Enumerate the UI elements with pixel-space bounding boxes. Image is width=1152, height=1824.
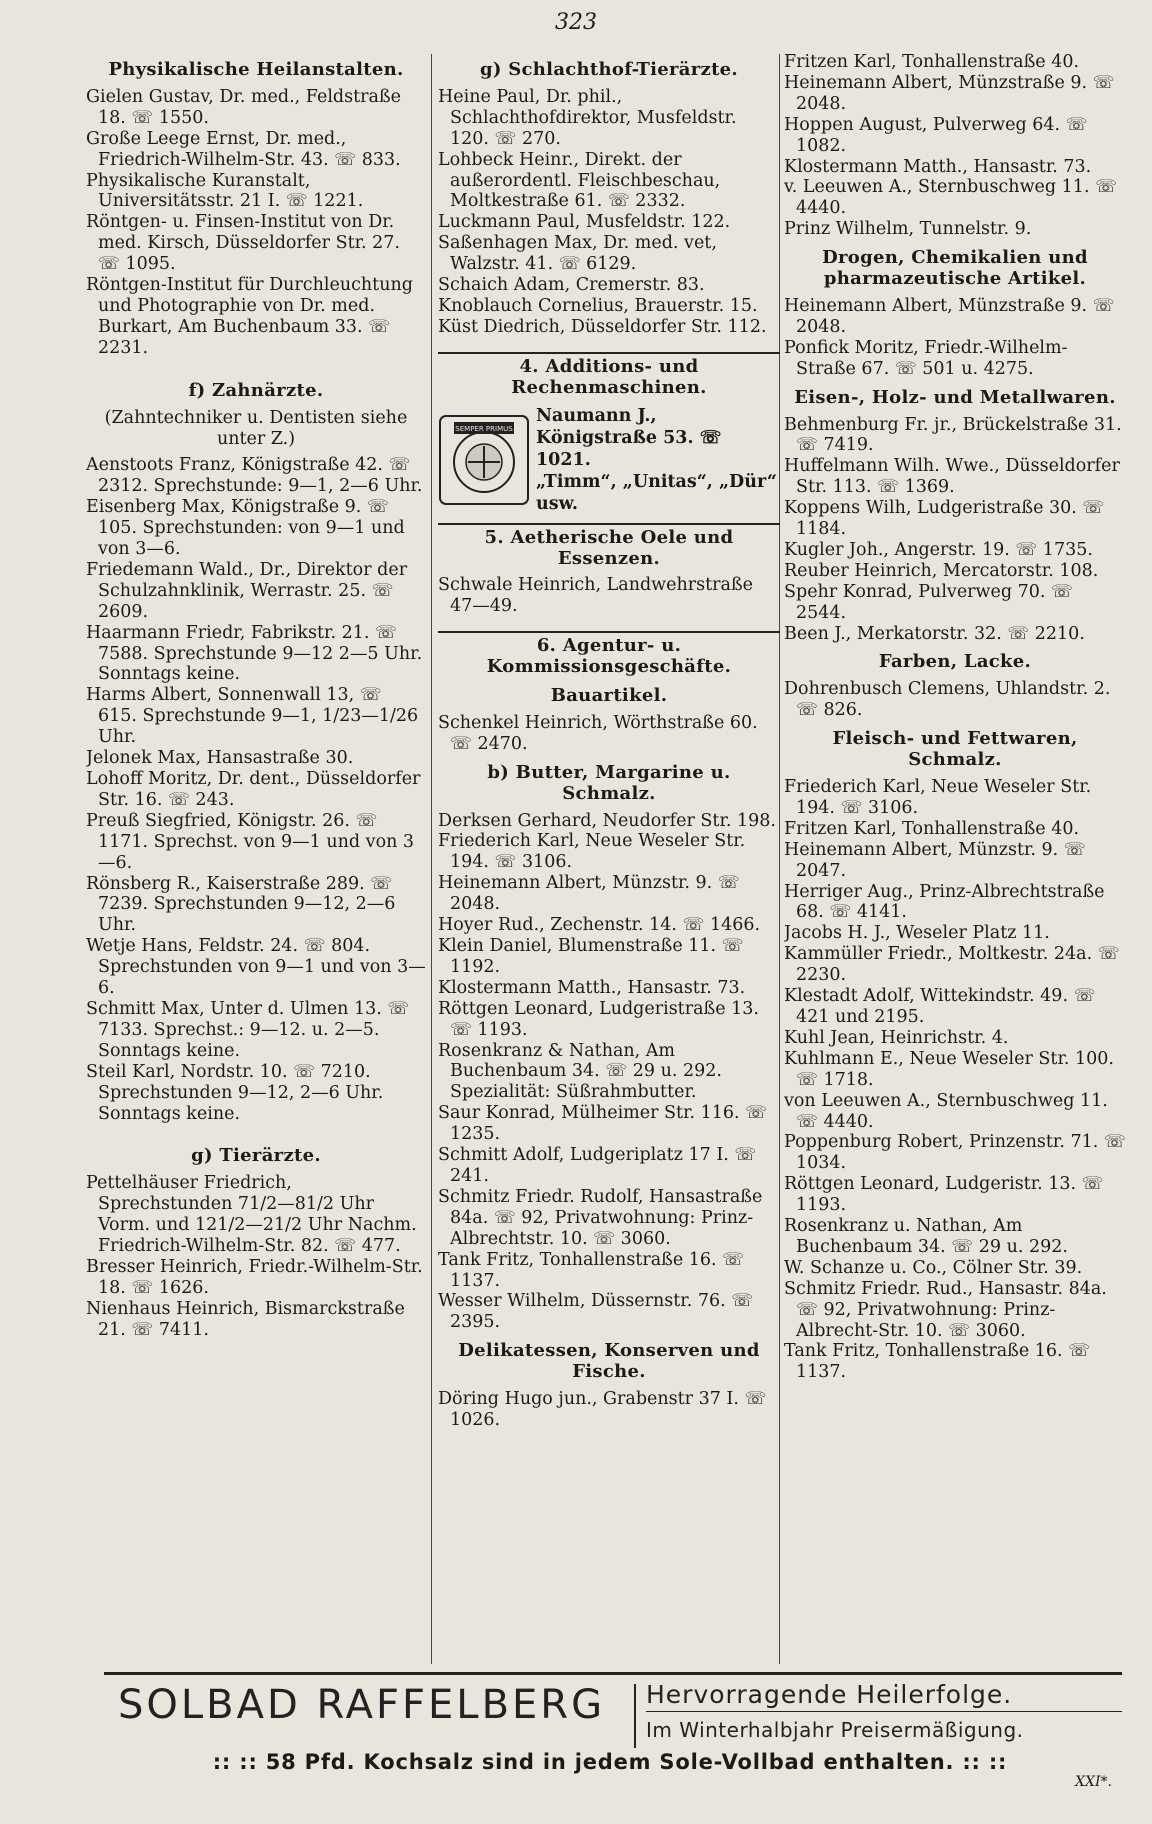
directory-entry: von Leeuwen A., Sternbuschweg 11. ☏ 4440.	[784, 1090, 1108, 1132]
directory-entry: Große Leege Ernst, Dr. med., Friedrich-Wilhelm-Str. 43. ☏ 833.	[86, 128, 401, 170]
directory-entry: Dohrenbusch Clemens, Uhlandstr. 2. ☏ 826.	[784, 679, 1111, 721]
directory-entry: Friederich Karl, Neue Weseler Str. 194. ☏ 3106.	[438, 831, 746, 873]
directory-entry: Röttgen Leonard, Ludgeristr. 13. ☏ 1193.	[784, 1174, 1104, 1216]
directory-entry: Fritzen Karl, Tonhallenstraße 40.	[784, 818, 1080, 839]
directory-entry: Poppenburg Robert, Prinzenstr. 71. ☏ 1034.	[784, 1132, 1126, 1174]
directory-entry: Preuß Siegfried, Königstr. 26. ☏ 1171. Sprechst. von 9—1 und von 3—6.	[86, 810, 415, 873]
advertisement-naumann	[438, 405, 780, 515]
directory-entry: Friederich Karl, Neue Weseler Str. 194. ☏ 3106.	[784, 777, 1092, 818]
section-heading: g) Schlachthof-Tierärzte.	[479, 59, 739, 80]
directory-entry: Klostermann Matth., Hansastr. 73.	[784, 156, 1092, 177]
section-heading: Physikalische Heilanstalten.	[108, 59, 404, 80]
directory-entry: Heinemann Albert, Münzstraße 9. ☏ 2048.	[784, 295, 1115, 337]
directory-entry: Ponfick Moritz, Friedr.-Wilhelm-Straße 67. ☏ 501 u. 4275.	[784, 337, 1068, 379]
entry-list	[86, 455, 426, 1124]
footer-divider	[104, 1672, 1122, 1675]
entry-list	[438, 575, 780, 617]
directory-entry: Klostermann Matth., Hansastr. 73.	[438, 977, 746, 998]
svg-text:SEMPER PRIMUS: SEMPER PRIMUS	[455, 424, 513, 433]
directory-entry: Steil Karl, Nordstr. 10. ☏ 7210. Sprechstunden 9—12, 2—6 Uhr. Sonntags keine.	[86, 1061, 384, 1124]
directory-entry: W. Schanze u. Co., Cölner Str. 39.	[784, 1257, 1083, 1278]
directory-entry: Rönsberg R., Kaiserstraße 289. ☏ 7239. Sprechstunden 9—12, 2—6 Uhr.	[86, 873, 396, 936]
column-right	[784, 52, 1126, 1664]
directory-entry: Lohoff Moritz, Dr. dent., Düsseldorfer Str. 16. ☏ 243.	[86, 769, 421, 810]
directory-entry: Pettelhäuser Friedrich, Sprechstunden 71/2—81/2 Uhr Vorm. und 121/2—21/2 Uhr Nachm. Friedrich-Wilhelm-Str. 82. ☏ 477.	[86, 1173, 417, 1257]
section-heading: g) Tierärzte.	[191, 1145, 321, 1167]
directory-entry: Physikalische Kuranstalt, Universitätsstr. 21 I. ☏ 1221.	[86, 170, 364, 212]
directory-entry: Tank Fritz, Tonhallenstraße 16. ☏ 1137.	[784, 1341, 1091, 1383]
directory-entry: Harms Albert, Sonnenwall 13, ☏ 615. Sprechstunde 9—1, 1/23—1/26 Uhr.	[86, 685, 419, 748]
column-middle	[438, 52, 780, 1664]
directory-entry: Knoblauch Cornelius, Brauerstr. 15.	[438, 295, 758, 316]
entry-list	[438, 1389, 780, 1431]
section-heading: 4. Additions- und Rechenmaschinen.	[438, 352, 780, 399]
directory-entry: Nienhaus Heinrich, Bismarckstraße 21. ☏ 7411.	[86, 1298, 405, 1340]
directory-entry: Röntgen- u. Finsen-Institut von Dr. med. Kirsch, Düsseldorfer Str. 27. ☏ 1095.	[86, 212, 400, 275]
entry-list	[784, 52, 1126, 240]
directory-entry: Reuber Heinrich, Mercatorstr. 108.	[784, 560, 1099, 581]
directory-entry: Lohbeck Heinr., Direkt. der außerordentl. Fleischbeschau, Moltkestraße 61. ☏ 2332.	[438, 149, 721, 212]
directory-entry: Bresser Heinrich, Friedr.-Wilhelm-Str. 18. ☏ 1626.	[86, 1256, 423, 1298]
entry-list	[86, 1173, 426, 1340]
directory-entry: Herriger Aug., Prinz-Albrechtstraße 68. ☏ 4141.	[784, 881, 1105, 923]
column-divider	[431, 54, 432, 1664]
directory-entry: Fritzen Karl, Tonhallenstraße 40.	[784, 52, 1080, 72]
directory-entry: Prinz Wilhelm, Tunnelstr. 9.	[784, 219, 1032, 240]
directory-entry: Kammüller Friedr., Moltkestr. 24a. ☏ 2230.	[784, 944, 1120, 986]
column-left	[86, 52, 426, 1664]
entry-list	[784, 777, 1126, 1383]
section-heading: Drogen, Chemikalien und pharmazeutische Artikel.	[822, 247, 1088, 290]
directory-entry: Kuhlmann E., Neue Weseler Str. 100. ☏ 1718.	[784, 1048, 1114, 1090]
directory-entry: Behmenburg Fr. jr., Brückelstraße 31. ☏ 7419.	[784, 414, 1122, 456]
directory-entry: Röttgen Leonard, Ludgeristraße 13. ☏ 1193.	[438, 998, 759, 1040]
naumann-logo-icon	[438, 414, 530, 506]
directory-entry: Heinemann Albert, Münzstr. 9. ☏ 2047.	[784, 839, 1086, 881]
entry-list	[438, 713, 780, 755]
directory-entry: Rosenkranz & Nathan, Am Buchenbaum 34. ☏ 29 u. 292. Spezialität: Süßrahmbutter.	[438, 1040, 722, 1103]
directory-entry: Heine Paul, Dr. phil., Schlachthofdirektor, Musfeldstr. 120. ☏ 270.	[438, 86, 737, 149]
directory-entry: Wesser Wilhelm, Düssernstr. 76. ☏ 2395.	[438, 1291, 754, 1333]
directory-entry: Saßenhagen Max, Dr. med. vet, Walzstr. 41. ☏ 6129.	[438, 233, 717, 275]
directory-entry: Gielen Gustav, Dr. med., Feldstraße 18. ☏ 1550.	[86, 86, 401, 128]
entry-list	[784, 415, 1126, 645]
solbad-advertisement	[104, 1676, 1122, 1756]
directory-entry: v. Leeuwen A., Sternbuschweg 11. ☏ 4440.	[784, 177, 1117, 219]
directory-entry: Koppens Wilh, Ludgeristraße 30. ☏ 1184.	[784, 498, 1105, 540]
section-heading: Fleisch- und Fettwaren, Schmalz.	[832, 728, 1078, 771]
solbad-brand: SOLBAD RAFFELBERG	[118, 1682, 606, 1728]
directory-entry: Been J., Merkatorstr. 32. ☏ 2210.	[784, 623, 1085, 644]
section-heading: 6. Agentur- u. Kommissionsgeschäfte.	[438, 631, 780, 678]
section-heading: 5. Aetherische Oele und Essenzen.	[438, 523, 780, 570]
section-heading: Farben, Lacke.	[878, 651, 1032, 673]
directory-entry: Luckmann Paul, Musfeldstr. 122.	[438, 212, 731, 233]
directory-entry: Hoppen August, Pulverweg 64. ☏ 1082.	[784, 114, 1088, 156]
subsection-heading: Delikatessen, Konserven und Fische.	[458, 1340, 760, 1383]
directory-entry: Schenkel Heinrich, Wörthstraße 60. ☏ 2470.	[438, 712, 758, 754]
directory-entry: Heinemann Albert, Münzstr. 9. ☏ 2048.	[438, 873, 740, 915]
directory-entry: Wetje Hans, Feldstr. 24. ☏ 804. Sprechstunden von 9—1 und von 3—6.	[86, 936, 426, 999]
directory-entry: Rosenkranz u. Nathan, Am Buchenbaum 34. ☏ 29 u. 292.	[784, 1216, 1068, 1257]
directory-entry: Küst Diedrich, Düsseldorfer Str. 112.	[438, 316, 767, 337]
directory-entry: Spehr Konrad, Pulverweg 70. ☏ 2544.	[784, 581, 1073, 623]
subsection-heading: Bauartikel.	[550, 685, 668, 707]
directory-entry: Schmitz Friedr. Rudolf, Hansastraße 84a. ☏ 92, Privatwohnung: Prinz-Albrechtstr. 10. ☏ 3060.	[438, 1186, 763, 1249]
directory-entry: Schmitz Friedr. Rud., Hansastr. 84a. ☏ 92, Privatwohnung: Prinz-Albrecht-Str. 10. ☏ 3060.	[784, 1278, 1107, 1341]
section-heading: Eisen-, Holz- und Metallwaren.	[794, 386, 1116, 408]
directory-entry: Heinemann Albert, Münzstraße 9. ☏ 2048.	[784, 72, 1115, 114]
directory-entry: Schmitt Adolf, Ludgeriplatz 17 I. ☏ 241.	[438, 1145, 757, 1186]
footer-offer: Im Winterhalbjahr Preisermäßigung.	[646, 1718, 1024, 1742]
directory-entry: Kuhl Jean, Heinrichstr. 4.	[784, 1027, 1009, 1048]
entry-list	[784, 296, 1126, 380]
directory-entry: Saur Konrad, Mülheimer Str. 116. ☏ 1235.	[438, 1103, 768, 1145]
cross-reference-note: (Zahntechniker u. Dentisten siehe unter Z.)	[104, 407, 408, 449]
directory-entry: Schmitt Max, Unter d. Ulmen 13. ☏ 7133. Sprechst.: 9—12. u. 2—5. Sonntags keine.	[86, 998, 410, 1061]
directory-entry: Schaich Adam, Cremerstr. 83.	[438, 275, 705, 296]
section-heading: f) Zahnärzte.	[188, 379, 324, 401]
directory-entry: Hoyer Rud., Zechenstr. 14. ☏ 1466.	[438, 915, 761, 936]
directory-entry: Jacobs H. J., Weseler Platz 11.	[784, 923, 1050, 944]
subsection-heading: b) Butter, Margarine u. Schmalz.	[487, 761, 731, 804]
directory-entry: Tank Fritz, Tonhallenstraße 16. ☏ 1137.	[438, 1249, 745, 1291]
signature-mark: XXI*.	[1075, 1774, 1112, 1790]
directory-entry: Aenstoots Franz, Königstraße 42. ☏ 2312. Sprechstunde: 9—1, 2—6 Uhr.	[86, 455, 423, 497]
footer-note: :: :: 58 Pfd. Kochsalz sind in jedem Sole-Vollbad enthalten. :: ::	[212, 1750, 1008, 1774]
entry-list	[438, 811, 780, 1334]
footer-tagline: Hervorragende Heilerfolge.	[646, 1680, 1122, 1712]
entry-list	[438, 87, 780, 338]
page-number: 323	[555, 10, 597, 35]
directory-entry: Huffelmann Wilh. Wwe., Düsseldorfer Str. 113. ☏ 1369.	[784, 456, 1120, 498]
directory-entry: Haarmann Friedr, Fabrikstr. 21. ☏ 7588. Sprechstunde 9—12 2—5 Uhr. Sonntags keine.	[86, 622, 423, 685]
entry-list	[86, 87, 426, 359]
directory-entry: Klestadt Adolf, Wittekindstr. 49. ☏ 421 und 2195.	[784, 986, 1096, 1027]
directory-entry: Klein Daniel, Blumenstraße 11. ☏ 1192.	[438, 936, 744, 977]
directory-entry: Döring Hugo jun., Grabenstr 37 I. ☏ 1026.	[438, 1389, 767, 1430]
directory-entry: Jelonek Max, Hansastraße 30.	[86, 748, 354, 769]
directory-entry: Eisenberg Max, Königstraße 9. ☏ 105. Sprechstunden: von 9—1 und von 3—6.	[86, 497, 405, 560]
entry-list	[784, 679, 1126, 721]
directory-entry: Röntgen-Institut für Durchleuchtung und Photographie von Dr. med. Burkart, Am Buchenbaum 33. ☏ 2231.	[86, 275, 413, 358]
naumann-entry-line1: Naumann J., Königstraße 53. ☏ 1021.	[536, 405, 722, 470]
directory-entry: Friedemann Wald., Dr., Direktor der Schulzahnklinik, Werrastr. 25. ☏ 2609.	[86, 559, 408, 622]
footer-separator	[634, 1684, 636, 1748]
directory-entry: Kugler Joh., Angerstr. 19. ☏ 1735.	[784, 539, 1093, 560]
directory-entry: Derksen Gerhard, Neudorfer Str. 198.	[438, 810, 776, 831]
directory-entry: Schwale Heinrich, Landwehrstraße 47—49.	[438, 575, 753, 617]
naumann-entry-line2: „Timm“, „Unitas“, „Dür“ usw.	[536, 471, 777, 514]
